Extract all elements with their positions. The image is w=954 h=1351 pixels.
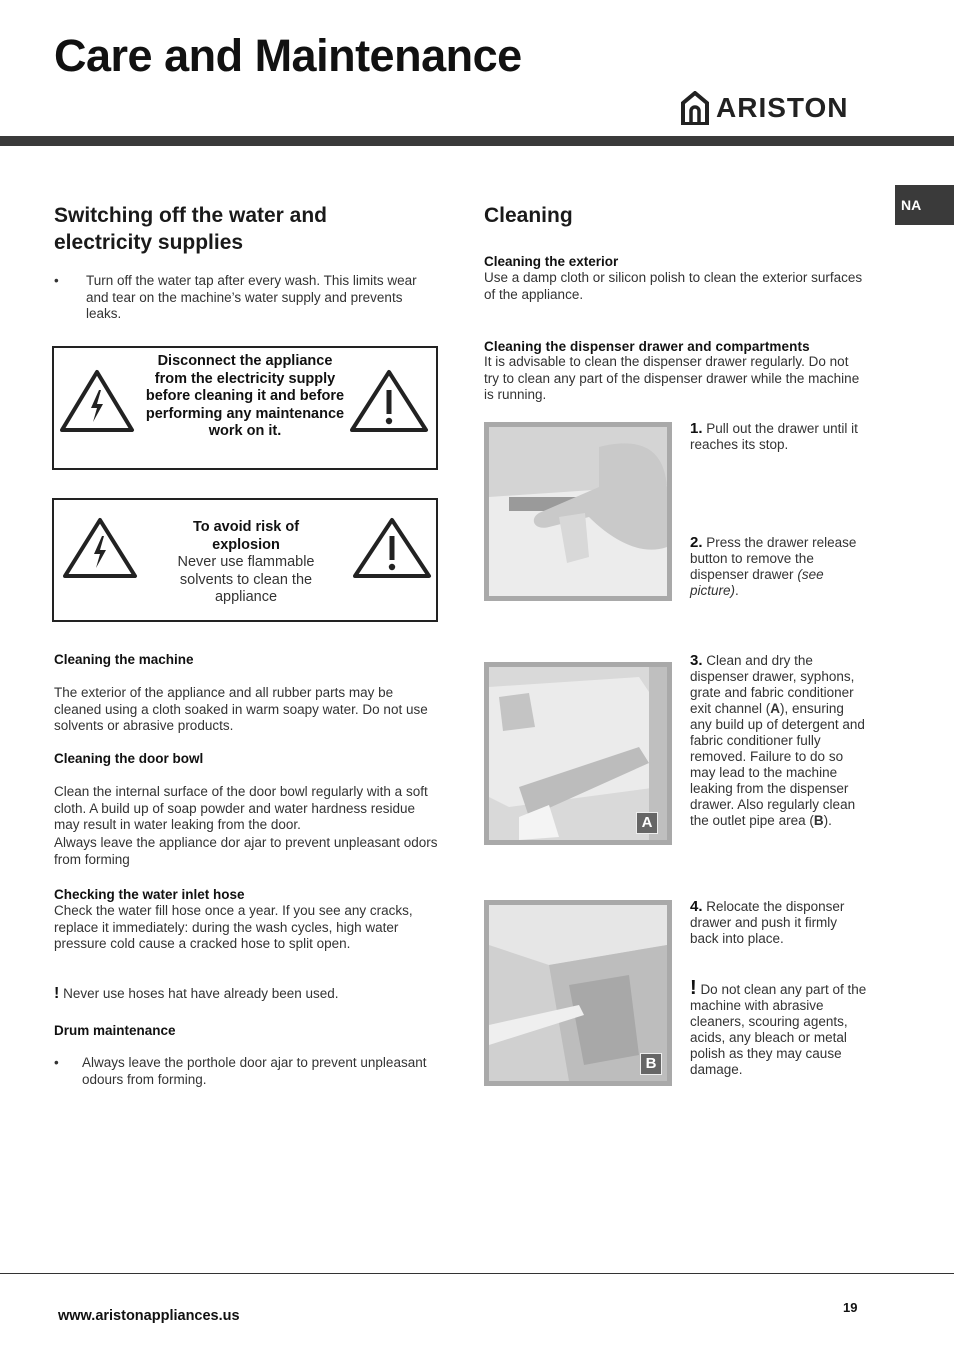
- ariston-house-logo-icon: [680, 91, 710, 125]
- note-mark: !: [54, 985, 60, 1002]
- note-text: Never use hoses hat have already been used.: [63, 986, 339, 1001]
- text-inlet-hose: Check the water fill hose once a year. If you see any cracks, replace it immediately: during the wash cycles, high water pressure cold cause a cracked hose to split open.: [54, 903, 413, 951]
- text-dispenser-drawer: It is advisable to clean the dispenser drawer regularly. Do not try to clean any part of the dispenser drawer while the machine is running.: [484, 354, 860, 402]
- website-link[interactable]: www.aristonappliances.us: [58, 1308, 240, 1324]
- step-3-number: 3.: [690, 652, 703, 669]
- page-number: 19: [843, 1300, 858, 1315]
- step-3-text-c: ).: [823, 813, 832, 828]
- text-door-bowl: Clean the internal surface of the door bowl regularly with a soft cloth. A build up of soap powder and water hardness residue may result in water leaking from the door.: [54, 784, 428, 832]
- step-4-text: Relocate the disponser drawer and push it firmly back into place.: [690, 899, 845, 946]
- section-title-cleaning: Cleaning: [484, 204, 573, 227]
- list-item: [54, 1055, 434, 1088]
- step-3: [690, 653, 868, 829]
- heading-cleaning-exterior: Cleaning the exterior: [484, 254, 619, 269]
- photo-dispenser-drawer-a: [484, 662, 672, 845]
- photo-a-label: A: [636, 812, 658, 834]
- warning-mark: !: [690, 977, 697, 999]
- heading-drum-maintenance: Drum maintenance: [54, 1023, 176, 1038]
- heading-dispenser-drawer: Cleaning the dispenser drawer and compartments: [484, 339, 810, 354]
- section-title-switching-off: Switching off the water and electricity supplies: [54, 204, 328, 254]
- bullet-text: Turn off the water tap after every wash. This limits wear and tear on the machine’s water supply and prevents leaks.: [86, 273, 417, 321]
- abrasive-warning-text: Do not clean any part of the machine with abrasive cleaners, scouring agents, acids, any bleach or metal polish as they may cause damage.: [690, 982, 867, 1077]
- warning-body: Never use flammable solvents to clean the appliance: [177, 554, 315, 605]
- footer-rule: [0, 1273, 954, 1274]
- bullet-mark: •: [54, 1055, 59, 1070]
- abrasive-warning-note: [690, 977, 870, 1078]
- photo-outlet-pipe-b: [484, 900, 672, 1086]
- electric-shock-warning-icon: [62, 516, 138, 580]
- step-1: [690, 421, 865, 453]
- exclamation-warning-icon: [348, 368, 430, 434]
- step-3-ref-b: B: [813, 813, 824, 828]
- step-3-ref-a: A: [770, 701, 781, 716]
- heading-cleaning-machine: Cleaning the machine: [54, 652, 194, 667]
- language-tab: NA: [895, 185, 954, 225]
- step-2-number: 2.: [690, 534, 703, 551]
- text-cleaning-exterior: Use a damp cloth or silicon polish to clean the exterior surfaces of the appliance.: [484, 270, 863, 302]
- header-rule: [0, 136, 954, 146]
- step-1-number: 1.: [690, 420, 703, 437]
- bullet-mark: •: [54, 273, 59, 288]
- drawer-pull-image: [489, 427, 667, 596]
- electric-shock-warning-icon: [59, 368, 135, 434]
- page-title: Care and Maintenance: [54, 30, 522, 81]
- photo-b-label: B: [640, 1053, 662, 1075]
- note-inlet-hose: [54, 986, 444, 1003]
- warning-box-disconnect: [52, 346, 438, 470]
- brand-name: ARISTON: [716, 92, 849, 123]
- warning-text-explosion: [166, 519, 326, 607]
- step-2-see-picture: (see picture): [690, 567, 824, 598]
- brand-logo: [680, 90, 866, 126]
- photo-pull-out-drawer: [484, 422, 672, 601]
- heading-inlet-hose: Checking the water inlet hose: [54, 887, 245, 902]
- exclamation-warning-icon: [352, 516, 432, 580]
- text-door-bowl-odors: Always leave the appliance dor ajar to prevent unpleasant odors from forming: [54, 835, 438, 867]
- step-2-text: Press the drawer release button to remove the dispenser drawer: [690, 535, 857, 582]
- list-item: [54, 273, 424, 323]
- step-2: 2. Press the drawer release button to remove the dispenser drawer (see picture).: [690, 534, 857, 598]
- bullet-text: Always leave the porthole door ajar to prevent unpleasant odours from forming.: [82, 1055, 427, 1087]
- warning-text-disconnect: Disconnect the appliance from the electricity supply before cleaning it and before performing any maintenance work on it.: [145, 353, 345, 439]
- text-cleaning-machine: The exterior of the appliance and all rubber parts may be cleaned using a cloth soaked in warm soapy water. Do not use solvents or abrasive products.: [54, 685, 428, 733]
- warning-title: To avoid risk of explosion: [192, 519, 300, 553]
- step-3-text-a: Clean and dry the dispenser drawer, syphons, grate and fabric conditioner exit channel (: [690, 653, 855, 716]
- step-4-number: 4.: [690, 898, 703, 915]
- warning-box-explosion: [52, 498, 438, 622]
- heading-door-bowl: Cleaning the door bowl: [54, 751, 204, 766]
- step-1-text: Pull out the drawer until it reaches its stop.: [690, 421, 858, 452]
- step-4: [690, 899, 868, 947]
- step-3-text-b: ), ensuring any build up of detergent and fabric conditioner fully removed. Failure to do so may lead to the machine leaking from the dispenser drawer. Also regularly clean the outlet pipe area (: [690, 701, 865, 828]
